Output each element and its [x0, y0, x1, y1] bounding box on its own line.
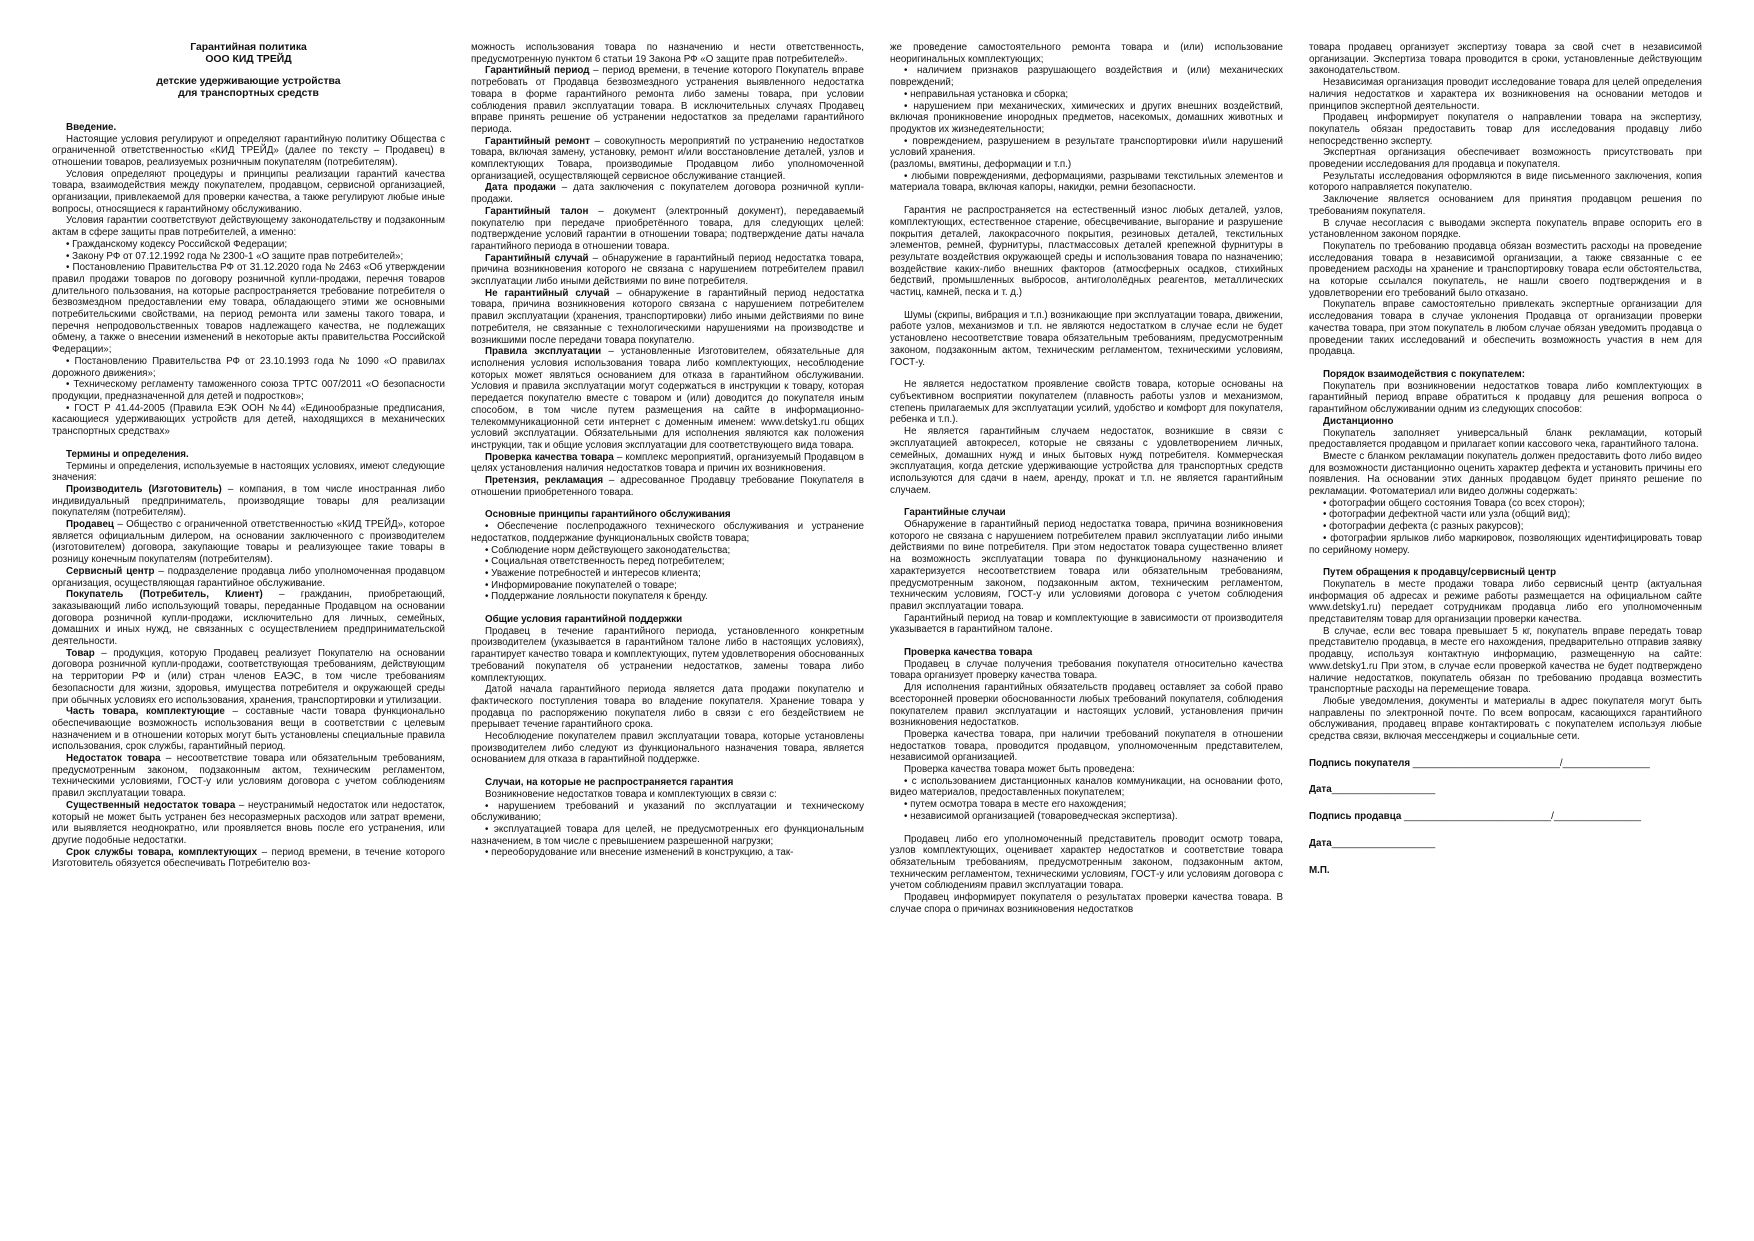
bullet-item: • Закону РФ от 07.12.1992 года № 2300-1 «О защите прав потребителей»;	[66, 250, 404, 262]
bullet-item: • Обеспечение послепродажного технического обслуживания и устранение недостатков, поддержание функциональных свойств товара;	[471, 521, 864, 544]
definition-paragraph: Сервисный центр – подразделение продавца либо уполномоченная продавцом организация, осуществляющая гарантийное обслуживание.	[52, 565, 446, 589]
paragraph: Вместе с бланком рекламации покупатель должен предоставить фото либо видео для возможности дистанционно оценить характер дефекта и установить причины его появления. На основании этих данных продавцом будет принято решение по рекламации. Фотоматериал или видео должны содержать:	[1309, 450, 1702, 498]
paragraph: Возникновение недостатков товара и комплектующих в связи с:	[485, 788, 777, 800]
paragraph: Для исполнения гарантийных обязательств продавец оставляет за собой право всесторонней проверки обоснованности любых требований покупателя, соблюдения покупателем правил эксплуатации и настоящих условий, установления причин возникновения недостатков.	[890, 682, 1283, 729]
term-name: Часть товара, комплектующие	[66, 706, 225, 718]
bullet-item: • Гражданскому кодексу Российской Федерации;	[66, 238, 288, 250]
definition-paragraph: Правила эксплуатации – установленные Изготовителем, обязательные для исполнения условия использования товара либо комплектующих, несоблюдение которых может являться основанием для отказа в гарантийном обслуживании. Условия и правила эксплуатации могут содержаться в инструкции к товару, которая передается покупателю вместе с товаром и (или) доводится до покупателя иным способом, в том числе путем размещения на сайте в информационно-телекоммуникационной сети интернет с доменным именем: www.detsky1.ru общих условий эксплуатации. Обязательными для исполнения являются как положения инструкции, так и общие условия эксплуатации для соответствующего вида товара.	[471, 346, 865, 451]
paragraph: Условия гарантии соответствуют действующему законодательству и подзаконным актам в сфере защиты прав потребителей, а именно:	[52, 215, 445, 239]
definition-paragraph: Недостаток товара – несоответствие товара или обязательным требованиям, предусмотренным законом, подзаконным актом, техническим регламентом, техническими условиями, ГОСТ-у или условиям договора с учетом соблюдениям правил эксплуатации товара.	[52, 753, 445, 800]
spacer	[1309, 823, 1702, 834]
paragraph: Экспертная организация обеспечивает возможность присутствовать при проведении исследования для продавца и покупателя.	[1309, 147, 1702, 171]
spacer	[890, 299, 1283, 310]
paragraph: Покупатель при возникновении недостатков товара либо комплектующих в гарантийный период вправе обратиться к продавцу для решения вопроса о гарантийном обслуживании одним из следующих способов:	[1309, 380, 1702, 416]
doc-title-line: Гарантийная политика	[190, 42, 307, 53]
definition-paragraph: Гарантийный случай – обнаружение в гарантийный период недостатка товара, причина возникновения которого не связана с нарушением потребителем правил эксплуатации либо иными действиями по вине потребителя.	[471, 252, 864, 288]
bullet-item: • ГОСТ Р 41.44-2005 (Правила ЕЭК ООН №44) «Единообразные предписания, касающиеся удерживающих устройств для детей, находящихся в механических транспортных средствах»	[52, 402, 445, 438]
paragraph: Датой начала гарантийного периода является дата продажи покупателю и фактического поступления товара во владение покупателя. Хранение товара у продавца по распоряжению покупателя либо в связи с его бездействием не прерывает течение гарантийного срока.	[471, 684, 864, 731]
paragraph: Проверка качества товара, при наличии требований покупателя в отношении недостатков товара, проводится продавцом, уполномоченным представителем, независимой организацией.	[890, 728, 1283, 764]
paragraph: Шумы (скрипы, вибрация и т.п.) возникающие при эксплуатации товара, движении, работе узлов, механизмов и т.п. не являются недостатком в случае если не будет установлено несоответствие товара обязательным требованиям, предусмотренным законом, подзаконным актом, техническим регламентом, техническими условиям, ГОСТ-у.	[890, 309, 1283, 368]
term-name: Производитель (Изготовитель)	[66, 483, 222, 495]
definition-paragraph: Товар – продукция, которую Продавец реализует Покупателю на основании договора розничной купли-продажи, соответствующая требованиям, действующим на территории РФ и (или) стран членов ЕАЭС, в том числе требованиям безопасности для жизни, здоровья, имущества потребителя и окружающей среды при обычных условиях его использования, хранения, транспортировки и утилизации.	[52, 647, 445, 706]
paragraph: Гарантия не распространяется на естественный износ любых деталей, узлов, комплектующих, естественное старение, обесцвечивание, выгорание и разрушение покрытия деталей, лакокрасочного покрытия, резиновых деталей, текстильных элементов, ремней, фурнитуры, пластмассовых деталей крепежной фурнитуры в результате воздействия окружающей среды и использования товара по назначению; воздействие каких-либо внешних факторов (атмосферных осадков, стихийных бедствий, промышленных выбросов, антигололёдных реагентов, металлических частиц, камней, песка и т. д.)	[890, 205, 1283, 299]
paragraph: Настоящие условия регулируют и определяют гарантийную политику Общества с ограниченной ответственностью «КИД ТРЕЙД» (далее по тексту – Продавец) в отношении товаров, реализуемых розничным покупателям (потребителям).	[52, 133, 445, 168]
doc-title-line: ООО КИД ТРЕЙД	[205, 53, 292, 65]
spacer	[1309, 743, 1702, 754]
bullet-item: • фотографии ярлыков либо маркировок, позволяющих идентифицировать товар по серийному номеру.	[1309, 532, 1702, 556]
paragraph: Продавец либо его уполномоченный представитель проводит осмотр товара, узлов комплектующих, оценивает характер недостатков и соответствие товара обязательным требованиям, предусмотренным законом, подзаконным актом, техническим регламентом, техническими условиям, ГОСТ-у или условиям договора с учетом соблюдениям правил эксплуатации товара.	[890, 833, 1283, 892]
paragraph-continuation: товара продавец организует экспертизу товара за свой счет в независимой организации. Экспертиза товара проводится в сроки, установленные действующим законодательством.	[1309, 42, 1702, 77]
paragraph-continuation: же проведение самостоятельного ремонта товара и (или) использование неоригинальных комплектующих;	[890, 42, 1283, 65]
term-name: Гарантийный случай	[485, 252, 589, 264]
text-column-4	[1309, 42, 1702, 1213]
term-name: Срок службы товара, комплектующих	[66, 846, 258, 858]
bullet-item: • наличием признаков разрушающего воздействия и (или) механических повреждений;	[890, 65, 1283, 89]
term-name: Сервисный центр	[66, 565, 155, 577]
spacer	[890, 368, 1283, 379]
bullet-item: • нарушением при механических, химических и других внешних воздействий, включая проникновение инородных предметов, насекомых, домашних животных и продуктов их жизнедеятельности;	[890, 100, 1283, 135]
section-heading: Случаи, на которые не распространяется гарантия	[485, 777, 734, 789]
term-name: Товар	[66, 647, 95, 659]
signature-line	[1309, 865, 1702, 877]
definition-paragraph: Претензия, рекламация – адресованное Продавцу требование Покупателя в отношении приобретенного товара.	[471, 475, 864, 498]
bullet-item: • нарушением требований и указаний по эксплуатации и техническому обслуживанию;	[471, 800, 864, 824]
bullet-item: • Постановлению Правительства РФ от 23.10.1993 года № 1090 «О правилах дорожного движения»;	[52, 355, 445, 379]
signature-line: Дата___________________	[1309, 837, 1436, 849]
paragraph: В случае, если вес товара превышает 5 кг, покупатель вправе передать товар представителю продавца, в месте его нахождения, предварительно отправив заявку продавцу, используя контактную информацию, размещенную на сайте: www.detsky1.ru При этом, в случае если проверкой качества не будет подтверждено наличие недостатков, покупатель обязан по требованию продавца возместить транспортные расходы на перемещение товара.	[1309, 625, 1702, 696]
spacer	[52, 111, 445, 122]
term-name: Продавец	[66, 519, 114, 531]
bullet-item: • с использованием дистанционных каналов коммуникации, на основании фото, видео материалов, предоставленных покупателем;	[890, 775, 1283, 799]
paragraph: Независимая организация проводит исследование товара для целей определения наличия недостатков и характера их возникновения на основании методов и принципов экспертной деятельности.	[1309, 77, 1702, 112]
paragraph: Продавец в течение гарантийного периода, установленного конкретным производителем (указывается в гарантийном талоне либо в настоящих условиях), гарантирует качество товара и комплектующих, путем удовлетворения обоснованных требований покупателя об устранении недостатков, замены товара либо комплектующих.	[471, 625, 864, 684]
section-heading: Путем обращения к продавцу/сервисный центр	[1323, 567, 1557, 579]
definition-paragraph: Гарантийный ремонт – совокупность мероприятий по устранению недостатков товара, включая замену, установку, ремонт и/или восстановление деталей, узлов и комплектующих Товара, производимые Продавцом либо уполномоченной организацией, осуществляющей сервисное обслуживание станцией.	[471, 135, 864, 182]
bullet-item: • неправильная установка и сборка;	[904, 88, 1069, 100]
definition-paragraph: Проверка качества товара – комплекс мероприятий, организуемый Продавцом в целях установления наличия недостатков товара и причин их возникновения.	[471, 451, 865, 475]
term-name: Недостаток товара	[66, 753, 161, 765]
doc-title-line: для транспортных средств	[178, 88, 319, 100]
term-name: Гарантийный ремонт	[485, 135, 590, 147]
spacer	[52, 438, 445, 449]
paragraph: Продавец информирует покупателя о направлении товара на экспертизу, покупатель обязан предоставить товар для исследования продавцу либо непосредственно эксперту.	[1309, 112, 1702, 147]
term-name: Гарантийный период	[485, 65, 590, 77]
paragraph: Не является гарантийным случаем недостаток, возникшие в связи с эксплуатацией автокресел, которые не связаны с удовлетворением личных, семейных, домашних нужд и иных бытовых нужд потребителя. Коммерческая эксплуатация, когда детские удерживающие устройства для транспортных средств используются для сдачи в наем, аренду, прокат и т.п. не является гарантийным случаем.	[890, 426, 1283, 496]
definition-paragraph: Продавец – Общество с ограниченной ответственностью «КИД ТРЕЙД», которое является официальным дилером, на основании заключенного с производителем (изготовителем) договора, закупающие товары и реализующее такие товары в розницу конечным покупателям (потребителям).	[52, 519, 445, 566]
paragraph: Продавец информирует покупателя о результатах проверки качества товара. В случае спора о причинах возникновения недостатков	[890, 892, 1283, 915]
definition-paragraph: Производитель (Изготовитель) – компания, в том числе иностранная либо индивидуальный предприниматель, производящие товары для реализации покупателям (потребителям).	[52, 483, 445, 519]
paragraph-continuation: можность использования товара по назначению и нести ответственность, предусмотренную пунктом 6 статьи 19 Закона РФ «О защите прав потребителей».	[471, 42, 864, 65]
signature-label: Подпись покупателя	[1309, 757, 1413, 769]
bullet-item: • Информирование покупателей о товаре;	[485, 579, 677, 591]
section-heading: Термины и определения.	[66, 448, 189, 460]
paragraph: Продавец в случае получения требования покупателя относительно качества товара организует проверку качества товара.	[890, 658, 1283, 682]
spacer	[1309, 556, 1702, 567]
definition-paragraph: Часть товара, комплектующие – составные части товара функционально обеспечивающие возможность использования вещи в соответствии с целевым назначением и в отношении которых могут быть установлены специальные правила использования, срок службы, гарантийный период.	[52, 706, 446, 753]
doc-title-line: детские удерживающие устройства	[156, 76, 341, 88]
bullet-item: • независимой организацией (товароведческая экспертиза).	[904, 810, 1178, 822]
spacer	[471, 766, 864, 777]
section-heading: Гарантийные случаи	[904, 507, 1006, 519]
spacer	[471, 603, 864, 614]
paragraph: Любые уведомления, документы и материалы в адрес покупателя могут быть направлены по электронной почте. По всем вопросам, касающихся гарантийного обслуживания, продавец вправе контактировать с покупателем используя любые средства связи, включая мессенджеры и социальные сети.	[1309, 695, 1702, 743]
spacer	[1309, 850, 1702, 861]
bullet-item: • фотографии дефектной части или узла (общий вид);	[1323, 509, 1571, 521]
section-heading: Введение.	[66, 121, 117, 133]
bullet-item: • Поддержание лояльности покупателя к бренду.	[485, 591, 708, 603]
section-heading: Общие условия гарантийной поддержки	[485, 614, 683, 626]
term-name: Покупатель (Потребитель, Клиент)	[66, 589, 263, 601]
paragraph: Покупатель заполняет универсальный бланк рекламации, который предоставляется продавцом и прилагает копии кассового чека, гарантийного талона.	[1309, 427, 1702, 451]
paragraph: В случае несогласия с выводами эксперта покупатель вправе оспорить его в установленном законом порядке.	[1309, 217, 1702, 241]
paragraph: Гарантийный период на товар и комплектующие в зависимости от производителя указывается в гарантийном талоне.	[890, 612, 1283, 636]
spacer	[890, 194, 1283, 205]
section-heading: Дистанционно	[1323, 415, 1394, 427]
signature-line: Подпись продавца ___________________________/________________	[1309, 811, 1642, 823]
definition-paragraph: Гарантийный талон – документ (электронный документ), передаваемый покупателю при передаче приобретённого товара, для следующих целей: подтверждение условий гарантии в отношении товара; подтверждение даты начала гарантийного периода в отношении товара.	[471, 205, 864, 252]
section-heading: Основные принципы гарантийного обслуживания	[485, 509, 731, 521]
spacer	[52, 100, 445, 111]
paragraph: Результаты исследования оформляются в виде письменного заключения, копия которого направляется покупателю.	[1309, 170, 1702, 194]
spacer	[1309, 769, 1702, 780]
paragraph: Покупатель по требованию продавца обязан возместить расходы на проведение исследования товара в независимой организации, а также связанные с ее проведением расходы на хранение и транспортировку товара если обстоятельства, на которые ссылался покупатель, не нашли своего подтверждения и в удовлетворении его требований было отказано.	[1309, 240, 1702, 299]
bullet-item: • повреждением, разрушением в результате транспортировки и\или нарушений условий хранения.	[890, 135, 1283, 159]
term-name: Не гарантийный случай	[485, 287, 610, 299]
term-name: Претензия, рекламация	[485, 475, 604, 487]
spacer	[890, 496, 1283, 507]
paragraph: Покупатель в месте продажи товара либо сервисный центр (актуальная информация об адресах и режиме работы размещается на официальном сайте www.detsky1.ru) передает сотрудникам продавца либо его уполномоченным представителям товар для организации проверки качества.	[1309, 578, 1702, 626]
paragraph: Несоблюдение покупателем правил эксплуатации товара, которые установлены производителем либо следуют из функционального назначения товара, является основанием для отказа в гарантийной поддержке.	[471, 731, 864, 766]
definition-paragraph: Существенный недостаток товара – неустранимый недостаток или недостаток, который не может быть устранен без несоразмерных расходов или затрат времени, или выявляется неоднократно, или проявляется вновь после его устранения, или другие подобные недостатки.	[52, 799, 445, 846]
bullet-item: • Техническому регламенту таможенного союза ТРТС 007/2011 «О безопасности продукции, предназначенной для детей и подростков»;	[52, 379, 445, 402]
definition-paragraph: Гарантийный период – период времени, в течение которого Покупатель вправе потребовать от Продавца безвозмездного устранения выявленного недостатка товара в форме гарантийного ремонта либо замены товара, при условии соблюдения правил эксплуатации товара. В исключительных случаях Продавец вправе принять решение об устранении недостатков за пределами гарантийного периода.	[471, 65, 864, 135]
spacer	[52, 65, 445, 76]
bullet-item: • фотографии общего состояния Товара (со всех сторон);	[1323, 497, 1585, 509]
bullet-item: • путем осмотра товара в месте его нахождения;	[904, 799, 1127, 811]
definition-paragraph: Покупатель (Потребитель, Клиент) – гражданин, приобретающий, заказывающий либо использующий товары, переданные Продавцом на основании договора розничной купли-продажи, исключительно для личных, семейных, домашних и иных нужд, не связанных с осуществлением предпринимательской деятельности.	[52, 589, 445, 648]
paragraph-continuation: (разломы, вмятины, деформации и т.п.)	[890, 159, 1072, 171]
bullet-item: • любыми повреждениями, деформациями, разрывами текстильных элементов и материала товара, включая капоры, накидки, ремни безопасности.	[890, 170, 1283, 194]
bullet-item: • Социальная ответственность перед потребителем;	[485, 556, 725, 568]
spacer	[1309, 796, 1702, 807]
paragraph: Покупатель вправе самостоятельно привлекать экспертные организации для исследования товара в случае уклонения Продавца от организации проверки качества товара, при этом покупатель в любом случае обязан уведомить продавца о проведении таких исследований и обеспечить возможность участия в нем для продавца.	[1309, 299, 1702, 358]
term-name: Дата продажи	[485, 182, 556, 194]
bullet-item: • переоборудование или внесение изменений в конструкцию, а так-	[485, 847, 794, 859]
signature-line: Подпись покупателя ___________________________/________________	[1309, 757, 1650, 769]
spacer	[890, 823, 1283, 834]
text-column-2	[471, 42, 864, 1213]
signature-label: Дата	[1309, 837, 1332, 849]
bullet-item: • фотографии дефекта (с разных ракурсов);	[1323, 521, 1524, 533]
spacer	[1309, 358, 1702, 369]
paragraph: Заключение является основанием для принятия продавцом решения по требованиям покупателя.	[1309, 194, 1702, 217]
term-name: Правила эксплуатации	[485, 346, 602, 358]
paragraph: Проверка качества товара может быть проведена:	[904, 764, 1135, 776]
paragraph: Обнаружение в гарантийный период недостатка товара, причина возникновения которого не связана с нарушением потребителем правил эксплуатации либо иными действиями по вине потребителя. При этом недостаток товара существенно влияет на возможность эксплуатации товара по функциональному назначению и характеризуется несоответствием товара или обязательным требованиям, предусмотренным законом, подзаконным актом, техническим регламентом, техническим условиям, ГОСТ-у или условиями договора с учетом соблюдения правил эксплуатации товара.	[890, 519, 1283, 612]
term-name: Гарантийный талон	[485, 205, 589, 217]
definition-paragraph: Дата продажи – дата заключения с покупателем договора розничной купли-продажи.	[471, 182, 864, 206]
signature-label: Подпись продавца	[1309, 811, 1405, 823]
bullet-item: • Постановлению Правительства РФ от 31.12.2020 года № 2463 «Об утверждении правил продажи товаров по договору розничной купли-продажи, перечня товаров длительного пользования, на которые распространяется требование потребителя о безвозмездном предоставлении ему товара, обладающего этими же основными потребительскими свойствами, на период ремонта или замены такого товара, и перечня непродовольственных товаров надлежащего качества, не подлежащих обмену, а также о внесении изменений в некоторые акты правительства Российской Федерации»;	[52, 262, 445, 356]
term-name: Существенный недостаток товара	[66, 799, 236, 811]
text-column-3	[890, 42, 1283, 1213]
spacer	[890, 636, 1283, 647]
bullet-item: • Уважение потребностей и интересов клиента;	[485, 567, 701, 579]
definition-paragraph: Срок службы товара, комплектующих – период времени, в течение которого Изготовитель обязуется обеспечивать Потребителю воз-	[52, 846, 445, 870]
paragraph: Не является недостатком проявление свойств товара, которые основаны на субъективном восприятии покупателем (плавность работы узлов и механизмом, степень прилагаемых для эксплуатации усилий, удобство и комфорт для покупателя, ребенка и т.п.).	[890, 379, 1283, 426]
paragraph: Термины и определения, используемые в настоящих условиях, имеют следующие значения:	[52, 460, 445, 484]
section-heading: Порядок взаимодействия с покупателем:	[1323, 368, 1526, 380]
definition-paragraph: Не гарантийный случай – обнаружение в гарантийный период недостатка товара, причина возникновения которого связана с нарушением потребителем правил эксплуатации (хранения, транспортировки) либо иными действиями по вине потребителя, не связанные с технологическими нарушениями на производстве и возникшими после передачи товара покупателю.	[471, 287, 864, 346]
signature-label: Дата	[1309, 784, 1332, 796]
paragraph: Условия определяют процедуры и принципы реализации гарантий качества товара, взаимодействия между покупателем, продавцом, сервисной организацией, организации, привлекаемой для проверки качества, а также регулируют любые иные вопросы, относящиеся к гарантийному обслуживанию.	[52, 168, 445, 215]
spacer	[471, 498, 864, 509]
term-name: Проверка качества товара	[485, 451, 614, 463]
signature-label: М.П.	[1309, 864, 1330, 876]
text-column-1	[52, 42, 445, 1213]
bullet-item: • эксплуатацией товара для целей, не предусмотренных его функциональным назначением, в том числе с превышением разрешенной нагрузки;	[471, 824, 864, 847]
signature-line: Дата___________________	[1309, 784, 1436, 796]
section-heading: Проверка качества товара	[904, 647, 1033, 659]
bullet-item: • Соблюдение норм действующего законодательства;	[485, 544, 731, 556]
